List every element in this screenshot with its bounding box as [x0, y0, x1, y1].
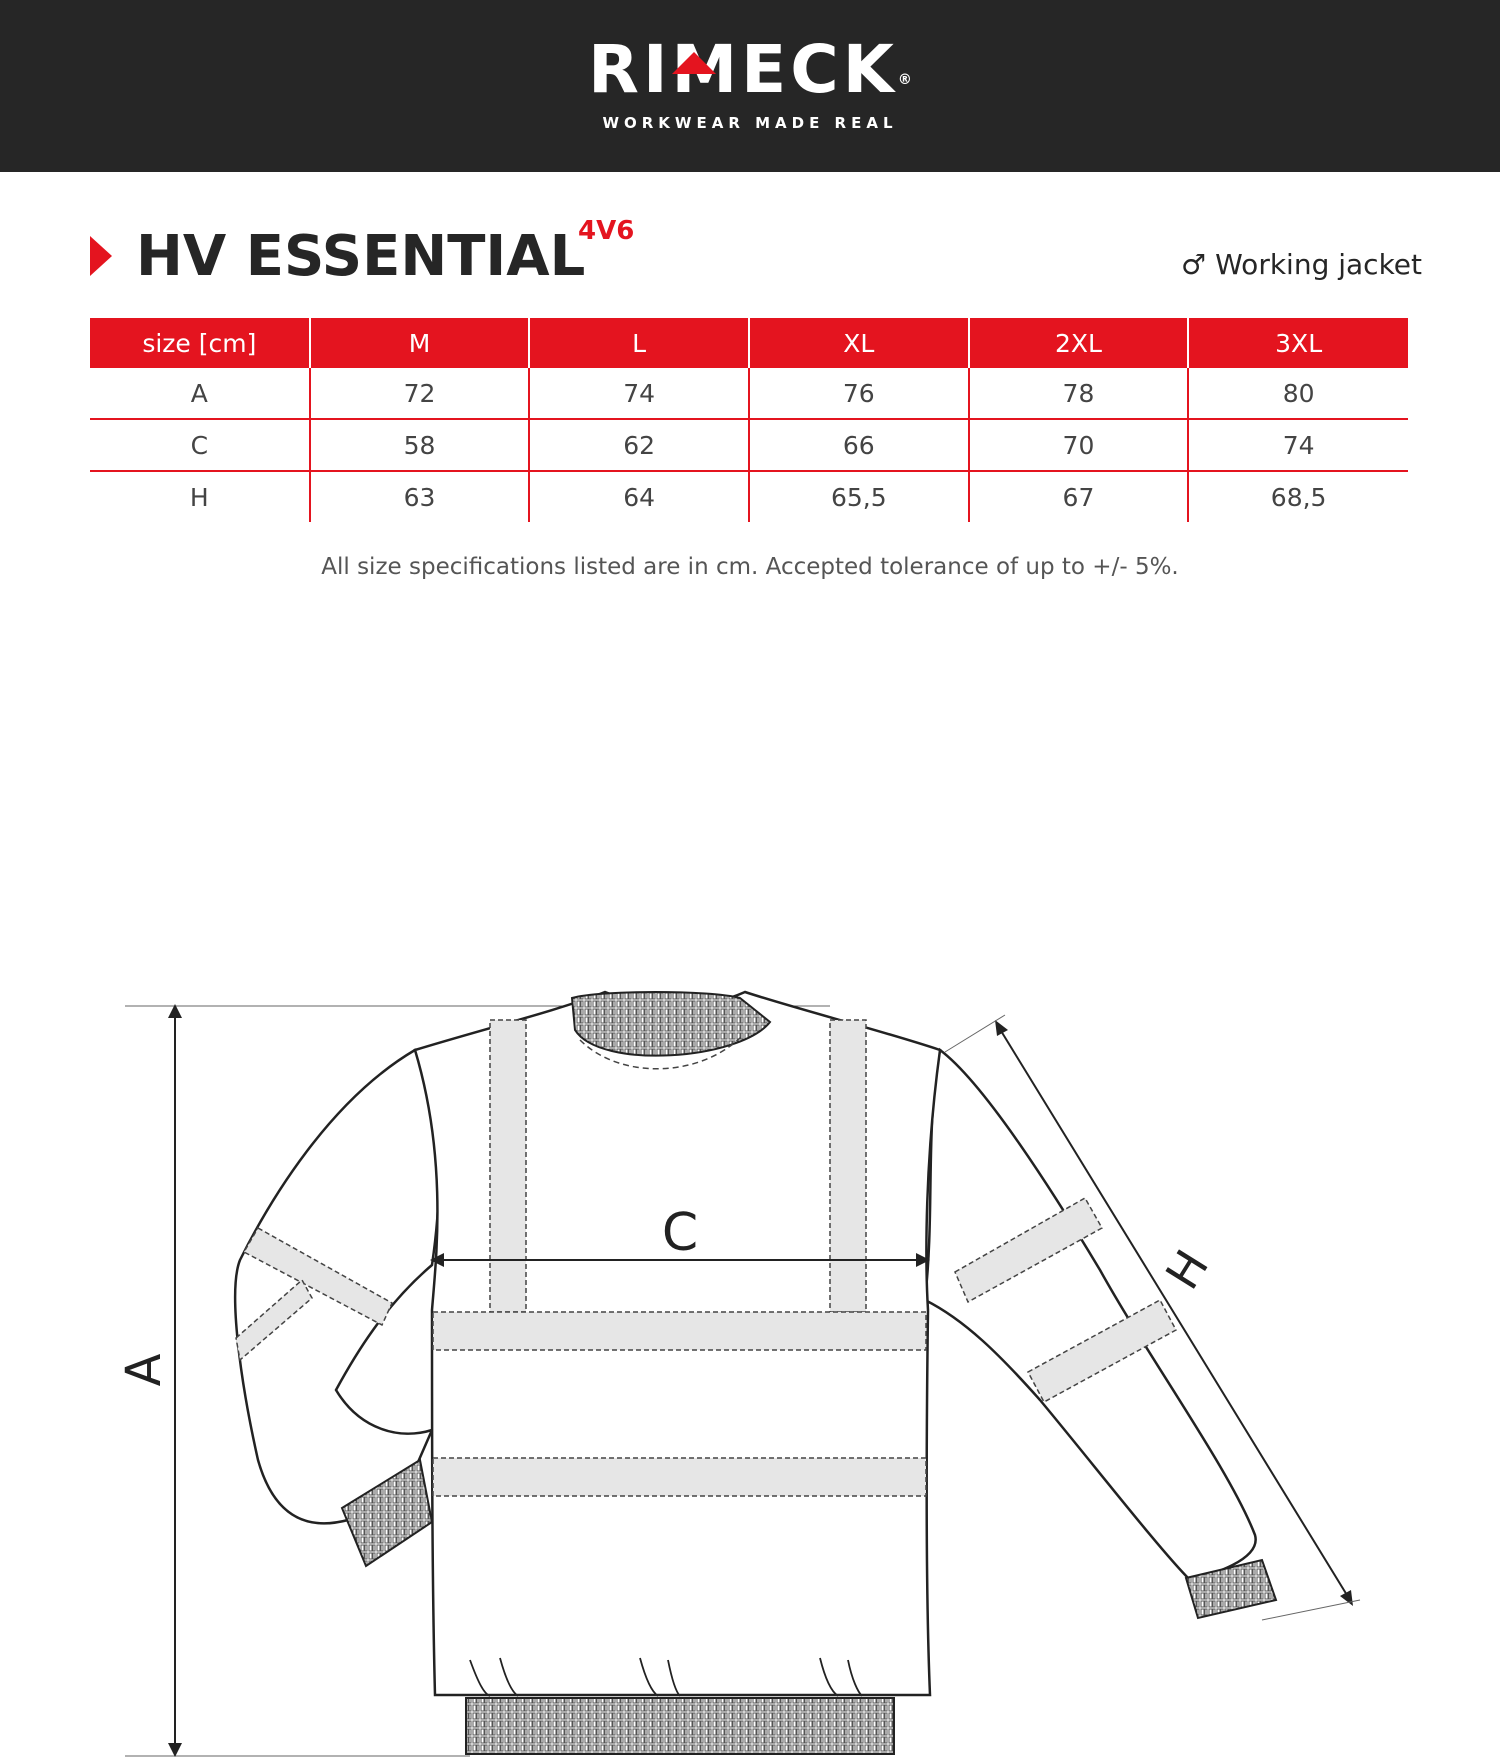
product-code: 4V6: [578, 216, 635, 246]
table-cell: 64: [529, 471, 749, 522]
table-cell: 67: [969, 471, 1189, 522]
hem-rib: [466, 1698, 894, 1754]
product-type: [1181, 248, 1422, 281]
vertical-band-left: [490, 1020, 526, 1312]
header-cell: size [cm]: [90, 318, 310, 368]
product-type-label: Working jacket: [1215, 248, 1422, 281]
header-cell: L: [529, 318, 749, 368]
header-cell: M: [310, 318, 530, 368]
table-cell: 68,5: [1188, 471, 1408, 522]
table-cell: 63: [310, 471, 530, 522]
label-a: A: [116, 1353, 172, 1387]
table-cell: 70: [969, 419, 1189, 471]
table-cell: 74: [1188, 419, 1408, 471]
product-title: HV ESSENTIAL: [136, 224, 586, 289]
jacket-diagram: [0, 960, 1500, 1757]
table-cell: 58: [310, 419, 530, 471]
tolerance-note: All size specifications listed are in cm. Accepted tolerance of up to +/- 5%.: [321, 554, 1179, 580]
male-symbol-icon: ♂: [1181, 248, 1207, 281]
brand-header: [0, 0, 1500, 172]
table-row: [90, 471, 1408, 522]
table-cell: 80: [1188, 368, 1408, 419]
table-cell: A: [90, 368, 310, 419]
vertical-band-right: [830, 1020, 866, 1312]
table-cell: H: [189, 482, 209, 512]
table-cell: 78: [969, 368, 1189, 419]
title-arrow-icon: [90, 236, 112, 276]
horizontal-band-upper: [433, 1312, 926, 1350]
label-c: C: [661, 1203, 699, 1263]
table-row: [90, 419, 1408, 471]
table-cell: 62: [529, 419, 749, 471]
logo-triangle-icon: [672, 52, 716, 74]
table-cell: 66: [749, 419, 969, 471]
header-cell: 3XL: [1188, 318, 1408, 368]
brand-tagline: WORKWEAR MADE REAL: [602, 114, 898, 132]
table-cell: 74: [529, 368, 749, 419]
table-row: [90, 368, 1408, 419]
header-cell: 2XL: [969, 318, 1189, 368]
header-cell: XL: [749, 318, 969, 368]
size-table: [90, 318, 1408, 522]
table-cell: 65,5: [749, 471, 969, 522]
size-table-header: [90, 318, 1408, 368]
brand-logo: RIMECK®: [588, 31, 912, 108]
table-cell: 76: [749, 368, 969, 419]
table-cell: C: [90, 419, 310, 471]
table-cell: 72: [310, 368, 530, 419]
label-h: H: [1155, 1240, 1220, 1299]
right-sleeve: [925, 1050, 1256, 1580]
horizontal-band-lower: [433, 1458, 926, 1496]
